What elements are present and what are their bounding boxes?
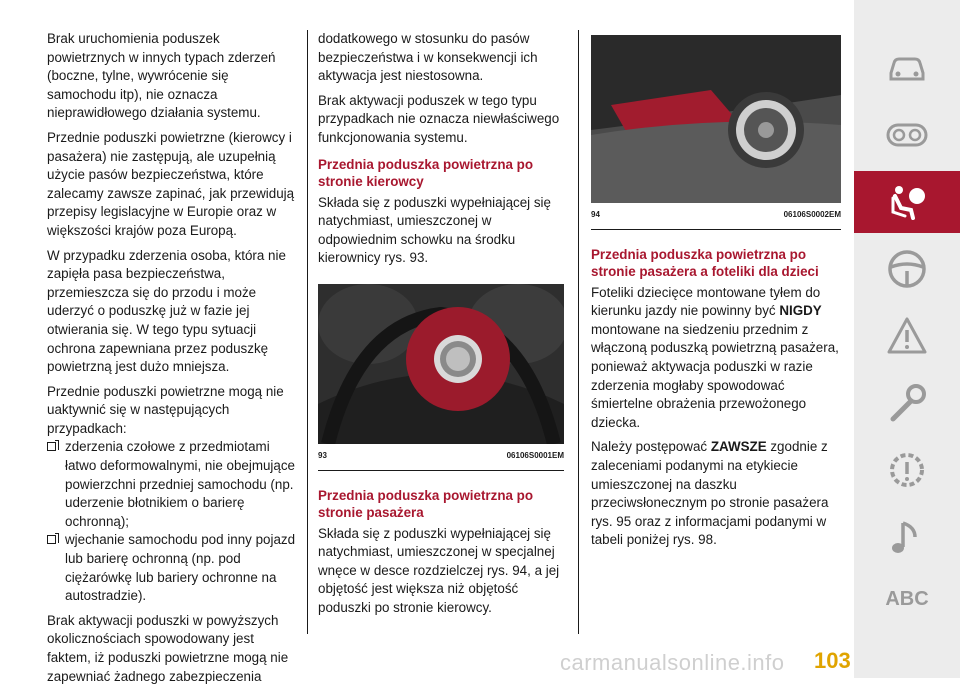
figure-code: 06106S0002EM — [783, 210, 841, 219]
paragraph: Przednie poduszki powietrzne (kierowcy i pasażera) nie zastępują, ale uzupełnią użycie pasów bezpieczeństwa, które zalecamy zawsze zapinać, jak przewidują przepisy legislacyjne w Europie oraz w większości krajów poza Europą. — [47, 129, 295, 238]
page-number: 103 — [814, 648, 851, 673]
paragraph: Przednie poduszki powietrzne mogą nie uaktywnić się w następujących przypadkach: — [47, 383, 284, 436]
figure-94 — [591, 35, 841, 230]
abc-index-button[interactable]: ABC — [885, 587, 929, 610]
dashboard-gauges-icon[interactable] — [854, 104, 960, 166]
paragraph: dodatkowego w stosunku do pasów bezpieczeństwa i w konsekwencji ich aktywacja jest niestosowna. — [318, 31, 538, 84]
airbag-seat-icon[interactable] — [854, 171, 960, 233]
section-heading: Przednia poduszka powietrzna po stronie pasażera — [318, 487, 534, 520]
figure-93 — [318, 284, 564, 471]
watermark: carmanualsonline.info — [560, 650, 785, 675]
dashboard-illustration — [591, 35, 841, 203]
paragraph: Składa się z poduszki wypełniającej się natychmiast, umieszczonej w specjalnej wnęce w desce rozdzielczej rys. 94, a jej objętość jest większa niż objętość poduszki po stronie kierowcy. — [318, 525, 560, 615]
warning-triangle-icon[interactable] — [854, 305, 960, 367]
music-note-icon[interactable] — [854, 506, 960, 568]
car-icon[interactable] — [854, 36, 960, 98]
paragraph: Foteliki dziecięce montowane tyłem do kierunku jazdy nie powinny być NIGDY montowane na siedzeniu przednim z włączoną poduszką powietrzną pasażera, ponieważ aktywacja poduszki w razie zderzenia mogłaby spowodować śmiertelne obrażenia przewożonego dziecka. — [591, 284, 839, 430]
wrench-icon[interactable] — [854, 372, 960, 434]
paragraph: W przypadku zderzenia osoba, która nie zapięła pasa bezpieczeństwa, przemieszcza się do przodu i może uderzyć o poduszkę już w fazie jej otwierania się. W tego typu sytuacji ochrona zapewniana przez poduszkę powietrzną jest dużo mniejsza. — [47, 247, 286, 375]
column-divider — [307, 30, 308, 634]
figure-number: 93 — [318, 450, 327, 460]
paragraph: Brak aktywacji poduszek w tego typu przypadkach nie oznacza niewłaściwego funkcjonowania systemu. — [318, 92, 560, 145]
paragraph: Składa się z poduszki wypełniającej się natychmiast, umieszczonej w odpowiednim schowku na środku kierownicy rys. 93. — [318, 194, 551, 266]
figure-number: 94 — [591, 210, 600, 219]
service-gear-icon[interactable] — [854, 439, 960, 501]
figure-caption — [591, 206, 841, 230]
paragraph: Należy postępować ZAWSZE zgodnie z zaleceniami podanymi na etykiecie umieszczonej na daszku przeciwsłonecznym po stronie pasażera rys. 95 oraz z informacjami podanymi w tabeli poniżej rys. 98. — [591, 439, 829, 548]
steering-wheel-airbag-image — [318, 284, 564, 444]
steering-wheel-illustration — [318, 284, 564, 444]
emphasis-keyword: ZAWSZE — [710, 439, 767, 455]
text-column-1 — [47, 30, 299, 692]
text-column-2 — [318, 30, 564, 624]
text-column-3 — [591, 30, 841, 556]
list-item: zderzenia czołowe z przedmiotami łatwo deformowalnymi, nie obejmujące powierzchni przedniej samochodu (np. uderzenie błotnikiem o barierę ochronną); — [47, 438, 299, 531]
section-heading: Przednia poduszka powietrzna po stronie kierowcy — [318, 156, 534, 189]
list-item: wjechanie samochodu pod inny pojazd lub barierę ochronną (np. pod ciężarówkę lub bariery ochronne na autostradzie). — [47, 531, 299, 605]
figure-code: 06106S0001EM — [506, 450, 564, 460]
column-divider — [578, 30, 579, 634]
checkbox-bullet-icon — [47, 535, 56, 544]
checkbox-bullet-icon — [47, 442, 56, 451]
chapter-navigation-sidebar — [854, 0, 960, 678]
emphasis-keyword: NIGDY — [779, 303, 822, 319]
passenger-airbag-image — [591, 35, 841, 203]
paragraph: Brak aktywacji poduszki w powyższych okolicznościach spowodowany jest faktem, iż poduszki powietrzne mogą nie zapewniać żadnego zabezpieczenia — [47, 612, 289, 684]
paragraph: Brak uruchomienia poduszek powietrznych w innych typach zderzeń (boczne, tylne, wywrócenie się samochodu itp), nie oznacza nieprawidłowego działania systemu. — [47, 31, 276, 121]
section-heading: Przednia poduszka powietrzna po stronie pasażera a foteliki dla dzieci — [591, 246, 819, 279]
figure-caption — [318, 447, 564, 471]
steering-wheel-icon[interactable] — [854, 238, 960, 300]
